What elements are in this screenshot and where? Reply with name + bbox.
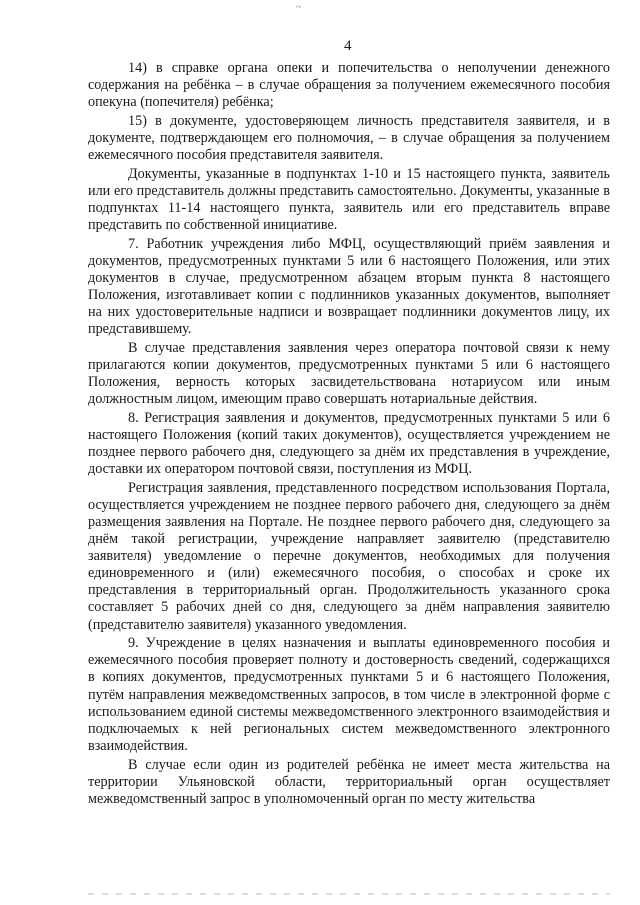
paragraph-item-15: 15) в документе, удостоверяющем личность представителя заявителя, и в документе, подтверждающем его полномочия, – в случае обращения за получением ежемесячного пособия представителя заявителя. xyxy=(88,112,610,164)
paragraph-residence-request: В случае если один из родителей ребёнка не имеет места жительства на территории Ульяновской области, территориальный орган осуществляет межведомственный запрос в уполномоченный орган по месту жительства xyxy=(88,756,610,807)
scan-artifact-mark: ~ xyxy=(296,2,303,13)
paragraph-clause-7: 7. Работник учреждения либо МФЦ, осуществляющий приём заявления и документов, предусмотренных пунктами 5 или 6 настоящего Положения, или этих документов в случае, предусмотренном абзацем вторым пункта 8 настоящего Положения, изготавливает копии с подлинников указанных документов, выполняет на них удостоверительные надписи и возвращает подлинники документов лицу, их представившему. xyxy=(88,235,610,338)
scan-bottom-artifact xyxy=(88,893,610,895)
paragraph-postal-submission: В случае представления заявления через оператора почтовой связи к нему прилагаются копии документов, предусмотренных пунктами 5 или 6 настоящего Положения, верность которых засвидетельствована нотариусом или иным должностным лицом, имеющим право совершать нотариальные действия. xyxy=(88,339,610,408)
paragraph-clause-8: 8. Регистрация заявления и документов, предусмотренных пунктами 5 или 6 настоящего Положения (копий таких документов), осуществляется учреждением не позднее первого рабочего дня, следующего за днём их представления в учреждение, доставки их оператором почтовой связи, поступления из МФЦ. xyxy=(88,409,610,478)
paragraph-item-14: 14) в справке органа опеки и попечительства о неполучении денежного содержания на ребёнка – в случае обращения за получением ежемесячного пособия опекуна (попечителя) ребёнка; xyxy=(88,60,610,111)
paragraph-portal-registration: Регистрация заявления, представленного посредством использования Портала, осуществляется учреждением не позднее первого рабочего дня, следующего за днём размещения заявления на Портале. Не позднее первого рабочего дня, следующего за днём такой регистрации, учреждение направляет заявителю (представителю заявителя) уведомление о перечне документов, необходимых для получения единовременного и (или) ежемесячного пособия, о способах и сроке их представления в территориальный орган. Продолжительность указанного срока составляет 5 рабочих дней со дня, следующего за днём направления заявителю (представителю заявителя) указанного уведомления. xyxy=(88,479,610,633)
page-number: 4 xyxy=(344,38,352,54)
paragraph-documents-note: Документы, указанные в подпунктах 1-10 и 15 настоящего пункта, заявитель или его представитель должны представить самостоятельно. Документы, указанные в подпунктах 11-14 настоящего пункта, заявитель или его представитель вправе представить по собственной инициативе. xyxy=(88,165,610,234)
paragraph-clause-9: 9. Учреждение в целях назначения и выплаты единовременного пособия и ежемесячного пособия проверяет полноту и достоверность сведений, содержащихся в копиях документов, предусмотренных пунктами 5 и 6 настоящего Положения, путём направления межведомственных запросов, в том числе в электронной форме с использованием единой системы межведомственного электронного взаимодействия и подключаемых к ней региональных систем межведомственного электронного взаимодействия. xyxy=(88,635,610,754)
document-body xyxy=(88,60,610,809)
